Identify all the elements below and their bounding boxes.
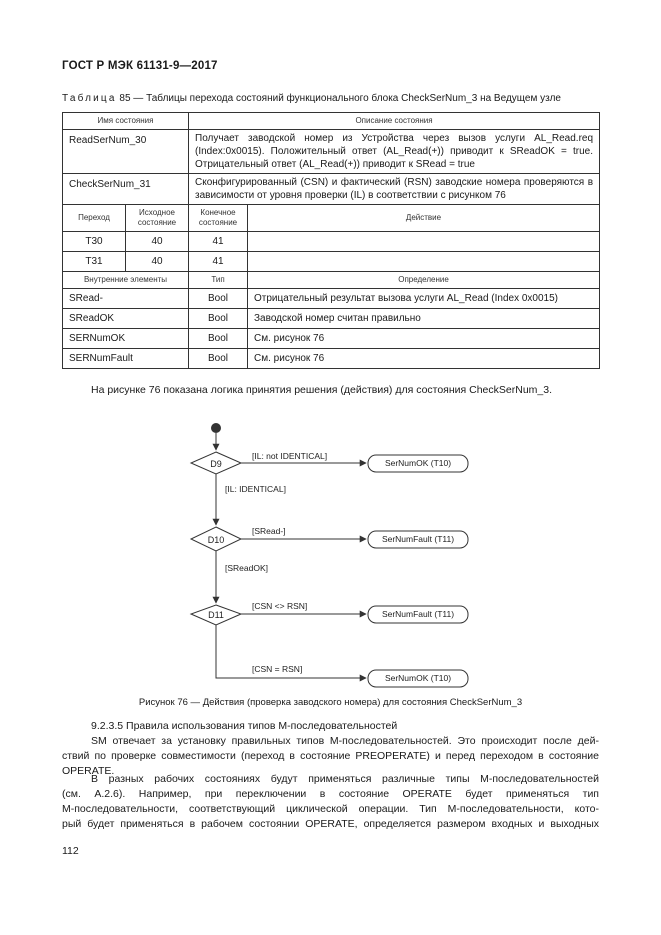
source-state-cell: 40 xyxy=(126,252,189,272)
header-action: Действие xyxy=(248,205,600,232)
decision-d9-label: D9 xyxy=(210,459,222,469)
header-state-name: Имя состояния xyxy=(63,113,189,130)
source-state-cell: 40 xyxy=(126,232,189,252)
guard-label: [IL: IDENTICAL] xyxy=(225,484,286,494)
definition-cell: Заводской номер считан правильно xyxy=(248,309,600,329)
definition-cell: Отрицательный результат вызова услуги AL_Read (Index 0x0015) xyxy=(248,289,600,309)
state-description-cell: Получает заводской номер из Устройства через вызов услуги AL_Read.req (Index:0x0015). Положительный ответ (AL_Read(+)) приводит к SReadOK = true. Отрицательный ответ (AL_Read(+)) приводит к SRead = true xyxy=(189,130,600,174)
header-target-state: Конечное состояние xyxy=(189,205,248,232)
guard-label: [IL: not IDENTICAL] xyxy=(252,451,328,461)
type-cell: Bool xyxy=(189,329,248,349)
paragraph-line: М-последовательности, соответствующий циклической операции. Тип М-последовательности, кото- xyxy=(62,803,599,815)
paragraph-line: OPERATE. xyxy=(62,765,115,777)
type-cell: Bool xyxy=(189,309,248,329)
transition-cell: T31 xyxy=(63,252,126,272)
table-caption-label: Таблица xyxy=(62,93,117,104)
section-heading: 9.2.3.5 Правила использования типов М-последовательностей xyxy=(91,720,398,732)
target-state-cell: 41 xyxy=(189,232,248,252)
header-transition: Переход xyxy=(63,205,126,232)
table-caption-text: 85 — Таблицы перехода состояний функционального блока CheckSerNum_3 на Ведущем узле xyxy=(116,93,561,104)
guard-label: [CSN <> RSN] xyxy=(252,601,308,611)
state-name-cell: CheckSerNum_31 xyxy=(63,174,189,205)
internal-item-cell: SRead- xyxy=(63,289,189,309)
header-internal-items: Внутренние элементы xyxy=(63,272,189,289)
internal-item-cell: SERNumFault xyxy=(63,349,189,369)
paragraph-line: ствий по проверке совместимости (переход в состояние PREOPERATE) и перед переходом в состояние xyxy=(62,750,599,762)
definition-cell: См. рисунок 76 xyxy=(248,349,600,369)
internal-item-cell: SReadOK xyxy=(63,309,189,329)
result-label: SerNumOK (T10) xyxy=(384,673,452,683)
document-header: ГОСТ Р МЭК 61131-9—2017 xyxy=(62,60,218,72)
internal-item-cell: SERNumOK xyxy=(63,329,189,349)
result-label: SerNumOK (T10) xyxy=(384,458,452,468)
header-type: Тип xyxy=(189,272,248,289)
decision-d10-label: D10 xyxy=(207,535,225,545)
state-description-cell: Сконфигурированный (CSN) и фактический (RSN) заводские номера проверяются в зависимости от уровня проверки (IL) в соответствии с рисунком 76 xyxy=(189,174,600,205)
paragraph-line: (см. А.2.6). Например, при переключении в состояние OPERATE будет применяться тип xyxy=(62,788,599,800)
decision-d11-label: D11 xyxy=(208,610,224,620)
paragraph-line: В разных рабочих состояниях будут применяться различные типы М-последовательностей xyxy=(91,773,599,785)
transition-cell: T30 xyxy=(63,232,126,252)
paragraph-line: рый будет применяться в рабочем состоянии OPERATE, определяется размером входных и выходных xyxy=(62,818,599,830)
definition-cell: См. рисунок 76 xyxy=(248,329,600,349)
state-name-cell: ReadSerNum_30 xyxy=(63,130,189,174)
figure-intro: На рисунке 76 показана логика принятия решения (действия) для состояния CheckSerNum_3. xyxy=(91,384,553,396)
header-state-description: Описание состояния xyxy=(189,113,600,130)
page-number: 112 xyxy=(62,845,79,857)
initial-node xyxy=(211,423,221,433)
target-state-cell: 41 xyxy=(189,252,248,272)
guard-label: [SReadOK] xyxy=(225,563,268,573)
header-source-state: Исходное состояние xyxy=(126,205,189,232)
header-definition: Определение xyxy=(248,272,600,289)
result-label: SerNumFault (T11) xyxy=(381,609,455,619)
figure-caption: Рисунок 76 — Действия (проверка заводского номера) для состояния CheckSerNum_3 xyxy=(138,697,523,708)
guard-label: [SRead-] xyxy=(252,526,286,536)
type-cell: Bool xyxy=(189,289,248,309)
guard-label: [CSN = RSN] xyxy=(252,664,303,674)
paragraph-line: SM отвечает за установку правильных типов М-последовательностей. Это происходит после дей- xyxy=(91,735,599,747)
result-label: SerNumFault (T11) xyxy=(381,534,455,544)
type-cell: Bool xyxy=(189,349,248,369)
